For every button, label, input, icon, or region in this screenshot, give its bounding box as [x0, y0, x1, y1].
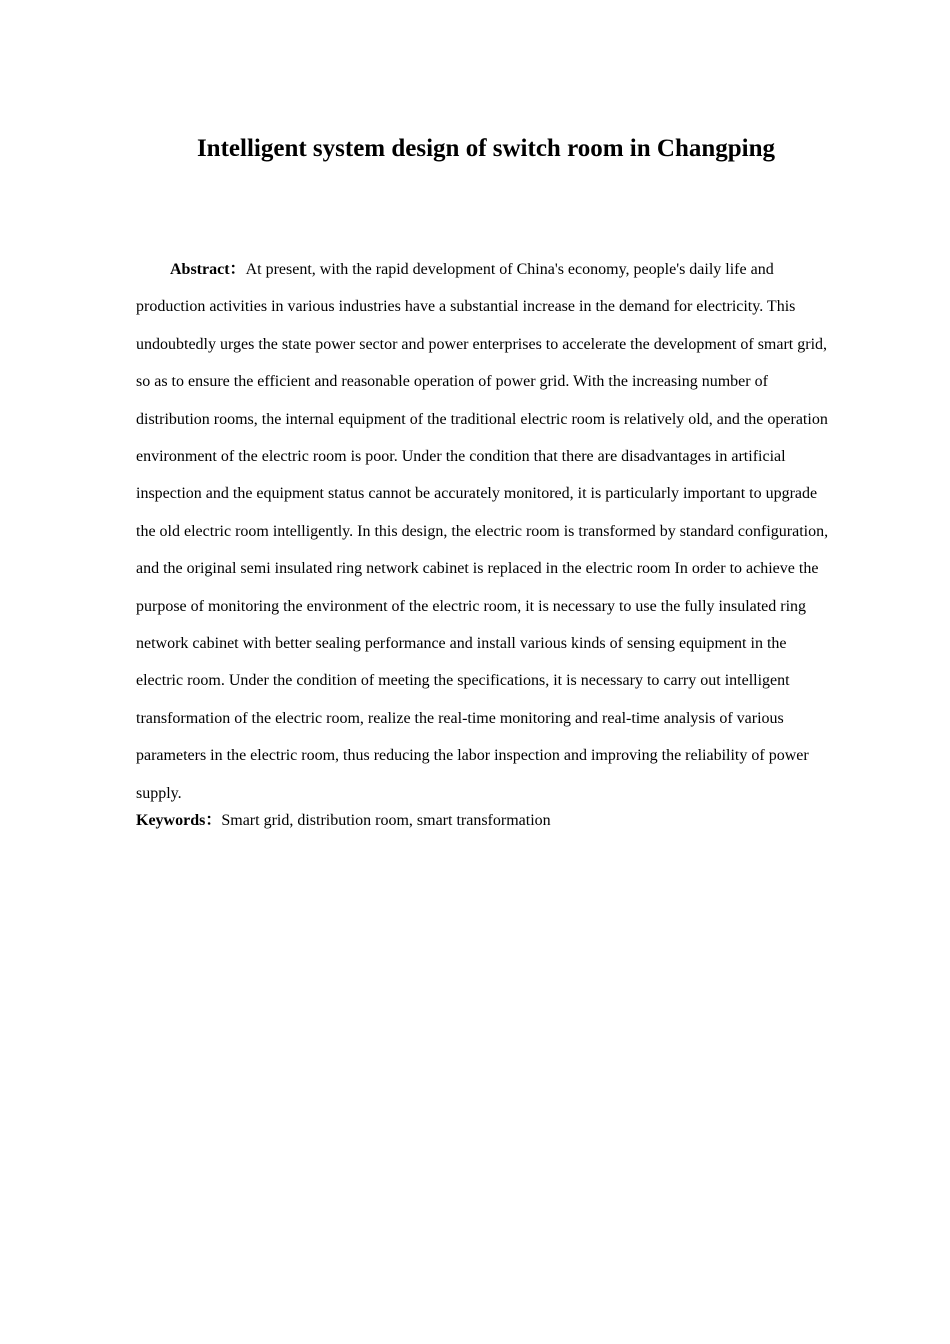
abstract-text: At present, with the rapid development of China's economy, people's daily life and production activities in various industries have a substantial increase in the demand for electricity. This undoubtedly urges the state power sector and power enterprises to accelerate the development of smart grid, so as to ensure the efficient and reasonable operation of power grid. With the increasing number of distribution rooms, the internal equipment of the traditional electric room is relatively old, and the operation environment of the electric room is poor. Under the condition that there are disadvantages in artificial inspection and the equipment status cannot be accurately monitored, it is particularly important to upgrade the old electric room intelligently. In this design, the electric room is transformed by standard configuration, and the original semi insulated ring network cabinet is replaced in the electric room In order to achieve the purpose of monitoring the environment of the electric room, it is necessary to use the fully insulated ring network cabinet with better sealing performance and install various kinds of sensing equipment in the electric room. Under the condition of meeting the specifications, it is necessary to carry out intelligent transformation of the electric room, realize the real-time monitoring and real-time analysis of various parameters in the electric room, thus reducing the labor inspection and improving the reliability of power supply. — [136, 261, 829, 802]
abstract-separator: ： — [229, 261, 246, 278]
abstract-paragraph — [136, 251, 836, 812]
keywords-text: Smart grid, distribution room, smart transformation — [221, 812, 551, 829]
keywords-line — [136, 810, 836, 832]
keywords-label: Keywords — [136, 812, 206, 829]
document-title: Intelligent system design of switch room in Changping — [196, 135, 776, 162]
keywords-separator: ： — [205, 812, 222, 829]
abstract-label: Abstract — [170, 261, 230, 278]
